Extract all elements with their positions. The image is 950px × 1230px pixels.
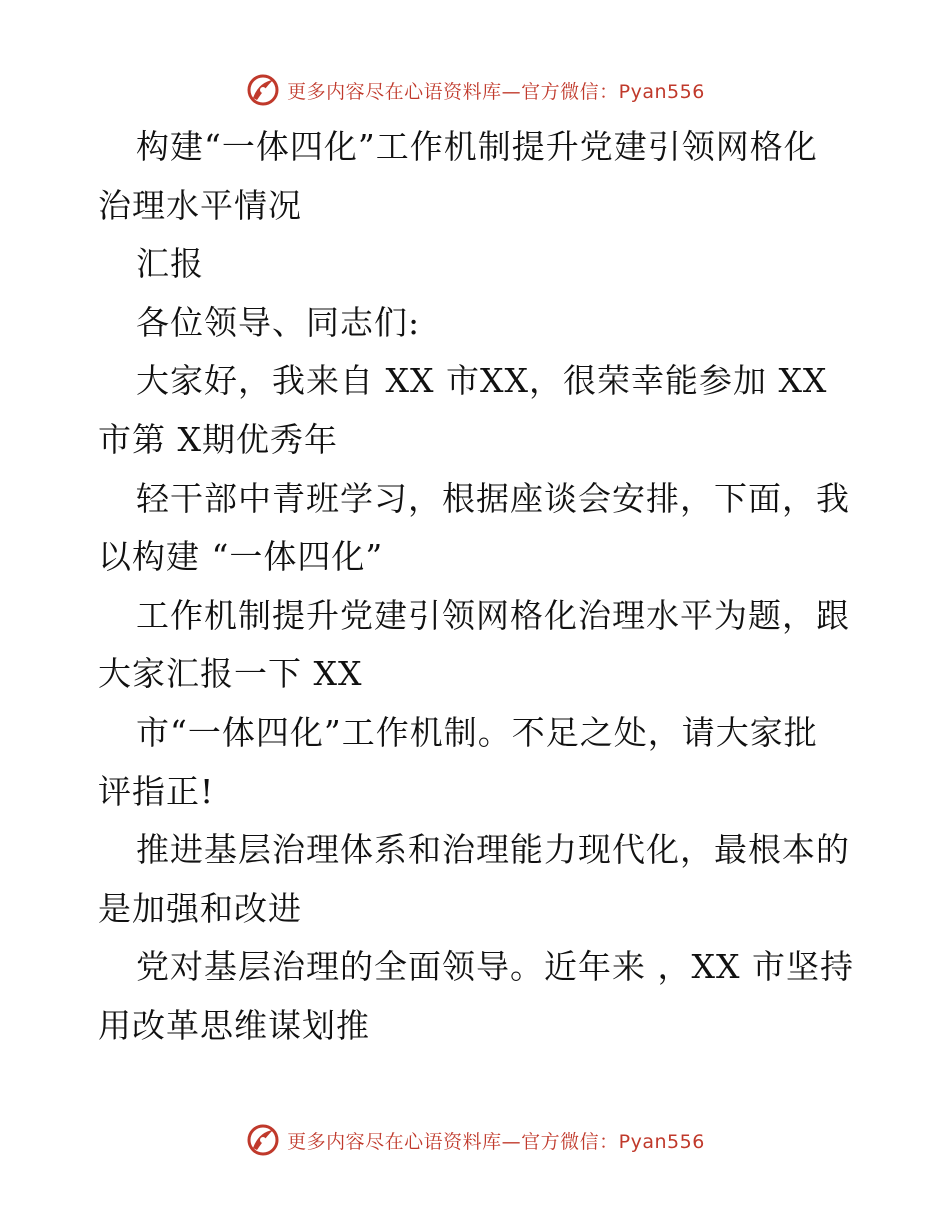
title-line-3: 汇报	[136, 244, 204, 284]
document-body	[98, 118, 858, 1056]
paragraph-line: 是加强和改进	[98, 888, 302, 928]
header-banner	[0, 70, 950, 110]
paragraph-line: 市“一体四化”工作机制。不足之处，请大家批	[136, 712, 818, 752]
pen-swirl-logo-icon	[245, 1122, 281, 1158]
title-line-2: 治理水平情况	[98, 185, 302, 225]
banner-text: 更多内容尽在心语资料库—官方微信：Pyan556	[287, 1130, 705, 1153]
paragraph-line: 推进基层治理体系和治理能力现代化，最根本的	[136, 830, 850, 870]
paragraph-line: 市第 X期优秀年	[98, 419, 338, 459]
title-line-1: 构建“一体四化”工作机制提升党建引领网格化	[136, 127, 818, 166]
paragraph-line: 轻干部中青班学习，根据座谈会安排，下面，我	[136, 478, 850, 518]
footer-banner	[0, 1120, 950, 1160]
paragraph-line: 大家汇报一下 XX	[98, 654, 363, 694]
banner-text: 更多内容尽在心语资料库—官方微信：Pyan556	[287, 80, 705, 103]
paragraph-line: 评指正!	[98, 771, 215, 811]
paragraph-line: 大家好，我来自 XX 市XX，很荣幸能参加 XX	[136, 361, 828, 401]
banner-inner	[245, 72, 705, 108]
paragraph-line: 用改革思维谋划推	[98, 1005, 370, 1045]
paragraph-line: 党对基层治理的全面领导。近年来 ，XX 市坚持	[136, 947, 854, 987]
banner-inner	[245, 1122, 705, 1158]
paragraph-line: 以构建 “一体四化”	[98, 537, 384, 577]
salutation: 各位领导、同志们:	[136, 302, 421, 342]
paragraph-line: 工作机制提升党建引领网格化治理水平为题，跟	[136, 595, 850, 635]
pen-swirl-logo-icon	[245, 72, 281, 108]
